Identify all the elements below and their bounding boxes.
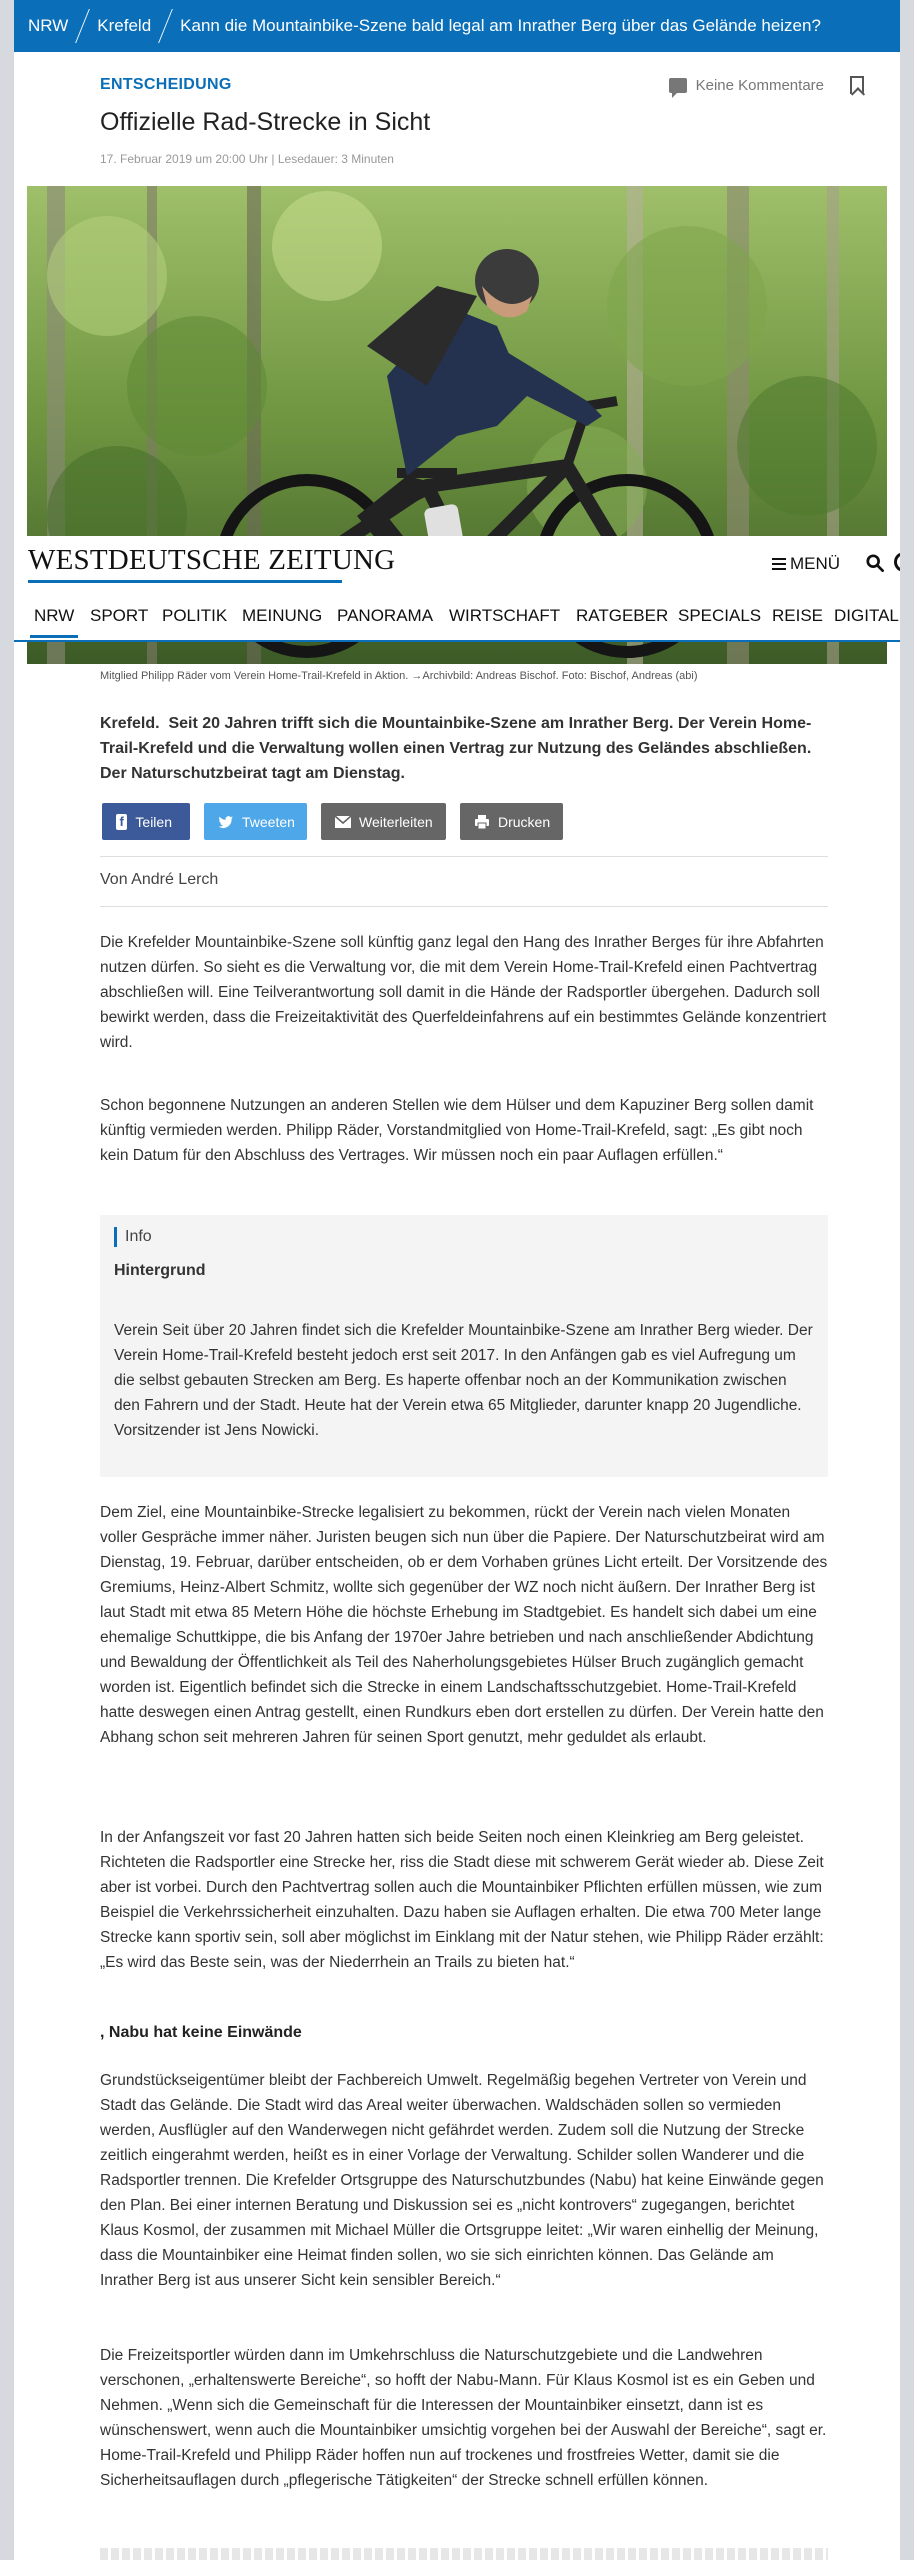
article-kicker: ENTSCHEIDUNG (100, 76, 232, 93)
article-paragraph: In der Anfangszeit vor fast 20 Jahren hatten sich beide Seiten noch einen Kleinkrieg am Berg geleistet. Richteten die Radsportler eine Strecke her, riss die Stadt diese mit schwerem Gerät wieder ab. Diese Zeit aber ist vorbei. Durch den Pachtvertrag sollen auch die Mountainbiker Pflichten erfüllen müssen, wie zum Beispiel die Verkehrssicherheit einzuhalten. Dazu haben sie Auflagen erhalten. Die etwa 700 Meter lange Strecke kann sportiv sein, soll aber möglichst im Einklang mit der Natur stehen, wie Philipp Räder erzählt: „Es wird das Beste sein, was der Niederrhein an Trails zu bieten hat.“ (100, 1829, 824, 1971)
nav-item-meinung[interactable]: MEINUNG (242, 606, 323, 625)
twitter-share-label: Tweeten (242, 813, 295, 830)
facebook-share-button[interactable] (102, 803, 190, 840)
breadcrumb-krefeld[interactable]: Krefeld (97, 16, 152, 35)
nav-item-sport[interactable]: SPORT (90, 606, 149, 625)
twitter-icon (218, 814, 234, 830)
info-title: Hintergrund (114, 1262, 206, 1279)
print-button[interactable] (460, 803, 563, 840)
image-caption: Mitglied Philipp Räder vom Verein Home-Trail-Krefeld in Aktion. →Archivbild: Andreas Bischof. Foto: Bischof, Andreas (abi) (100, 670, 698, 682)
nav-item-digital[interactable]: DIGITAL (834, 606, 899, 625)
article-paragraph: Die Krefelder Mountainbike-Szene soll künftig ganz legal den Hang des Inrather Berges für ihre Abfahrten nutzen dürfen. So sieht es die Verwaltung vor, die mit dem Verein Home-Trail-Krefeld einen Pachtvertrag abschließen will. Eine Teilverantwortung soll damit in die Hände der Radsportler übergehen. Dadurch soll bewirkt werden, dass die Freizeitaktivität des Querfeldeinfahrens auf ein bestimmtes Gelände konzentriert wird. (100, 934, 827, 1051)
menu-button[interactable] (772, 554, 840, 574)
article-actions (669, 76, 864, 94)
printer-icon (474, 814, 490, 830)
search-icon[interactable] (866, 554, 884, 572)
lead-text: Seit 20 Jahren trifft sich die Mountainbike-Szene am Inrather Berg. Der Verein Home-Trail-Krefeld und die Verwaltung wollen einen Vertrag zur Nutzung des Geländes abschließen. Der Naturschutzbeirat tagt am Dienstag. (100, 715, 812, 782)
breadcrumb-nrw[interactable]: NRW (28, 16, 69, 35)
menu-label: MENÜ (790, 554, 841, 573)
article-lead (100, 711, 824, 786)
divider (100, 906, 828, 907)
nav-item-reise[interactable]: REISE (772, 606, 824, 625)
article-paragraph: Schon begonnene Nutzungen an anderen Stellen wie dem Hülser und dem Kapuziner Berg sollen damit künftig vermieden werden. Philipp Räder, Vorstandmitglied von Home-Trail-Krefeld, sagt: „Es gibt noch kein Datum für den Abschluss des Vertrages. Wir müssen noch ein paar Auflagen erfüllen.“ (100, 1097, 814, 1164)
bookmark-icon[interactable] (850, 76, 864, 94)
breadcrumb (14, 0, 900, 52)
article-dateline: 17. Februar 2019 um 20:00 Uhr | Lesedauer: 3 Minuten (100, 152, 394, 166)
share-bar (102, 803, 577, 840)
breadcrumb-separator (158, 9, 173, 43)
article-paragraph: Dem Ziel, eine Mountainbike-Strecke legalisiert zu bekommen, rückt der Verein nach vielen Monaten voller Gespräche immer näher. Juristen beugen sich nun über die Papiere. Der Naturschutzbeirat wird am Dienstag, 19. Februar, darüber entscheiden, ob er dem Vorhaben grünes Licht erteilt. Der Vorsitzende des Gremiums, Heinz-Albert Schmitz, wollte sich gegenüber der WZ noch nicht äußern. Der Inrather Berg ist laut Stadt mit etwa 85 Metern Höhe die höchste Erhebung im Stadtgebiet. Es handelt sich dabei um eine ehemalige Schuttkippe, die bis Anfang der 1970er Jahre betrieben und nach anschließender Abdichtung und Bewaldung der Öffentlichkeit als Teil des Naherholungsgebietes Hülser Bruch zugänglich gemacht worden ist. Eigentlich befindet sich die Strecke in einem Landschaftsschutzgebiet. Home-Trail-Krefeld hatte deswegen einen Antrag gestellt, einen Rundkurs eben dort erstellen zu dürfen. Der Verein hatte den Abhang schon seit mehreren Jahren für seinen Sport genutzt, mehr geduldet als erlaubt. (100, 1504, 828, 1746)
article-page (14, 0, 900, 2560)
facebook-share-label: Teilen (135, 813, 172, 830)
nav-item-wirtschaft[interactable]: WIRTSCHAFT (449, 606, 561, 625)
nav-item-ratgeber[interactable]: RATGEBER (576, 606, 669, 625)
lead-place: Krefeld. (100, 715, 160, 732)
info-text: Verein Seit über 20 Jahren findet sich die Krefelder Mountainbike-Szene am Inrather Berg wieder. Der Verein Home-Trail-Krefeld besteht jedoch erst seit 2017. In den Anfängen gab es viel Aufregung um die selbst gebauten Strecken am Berg. Es haperte offenbar noch an der Kommunikation zwischen den Fahrern und der Stadt. Heute hat der Verein etwa 65 Mitglieder, darunter knapp 20 Jugendliche. Vorsitzender ist Jens Nowicki. (114, 1322, 813, 1439)
facebook-icon: f (116, 814, 127, 830)
cutoff-text-line (100, 2548, 828, 2560)
logo-underline (28, 580, 342, 583)
article-paragraph: Die Freizeitsportler würden dann im Umkehrschluss die Naturschutzgebiete und die Landwehren verschonen, „erhaltenswerte Bereiche“, so hofft der Nabu-Mann. Für Klaus Kosmol ist es ein Geben und Nehmen. „Wenn sich die Gemeinschaft für die Interessen der Mountainbiker einsetzt, dann ist es wünschenswert, wenn auch die Mountainbiker umsichtig vorgehen bei der Auswahl der Bereiche“, sagt er. Home-Trail-Krefeld und Philipp Räder hoffen nun auf trockenes und frostfreies Wetter, damit sie die Sicherheitsauflagen durch „pflegerische Tätigkeiten“ der Strecke schnell erfüllen können. (100, 2347, 827, 2489)
site-logo[interactable]: WESTDEUTSCHE ZEITUNG (28, 544, 396, 576)
divider (100, 856, 828, 857)
info-label: Info (114, 1227, 152, 1247)
forward-button[interactable] (321, 803, 446, 840)
breadcrumb-separator (75, 9, 90, 43)
nav-item-nrw[interactable]: NRW (34, 606, 75, 625)
page-title: Offizielle Rad-Strecke in Sicht (100, 108, 431, 136)
article-paragraph: Grundstückseigentümer bleibt der Fachbereich Umwelt. Regelmäßig begehen Vertreter von Verein und Stadt das Gelände. Die Stadt wird das Areal weiter überwachen. Waldschäden sollen so vermieden werden, Ausflügler auf den Wanderwegen nicht gefährdet werden. Zudem soll die Nutzung der Strecke zeitlich eingerahmt werden, heißt es in einer Vorlage der Verwaltung. Schilder sollen Wanderer und die Radsportler trennen. Die Krefelder Ortsgruppe des Naturschutzbundes (Nabu) hat keine Einwände gegen den Plan. Bei einer internen Beratung und Diskussion sei es „nicht kontrovers“ zugegangen, berichtet Klaus Kosmol, der zusammen mit Michael Müller die Ortsgruppe leitet: „Wir waren einhellig der Meinung, dass die Mountainbiker eine Heimat finden sollen, wo sie sich einrichten können. Das Gelände am Inrather Berg ist aus unserer Sicht kein sensibler Bereich.“ (100, 2072, 824, 2289)
info-box (100, 1215, 828, 1477)
breadcrumb-current: Kann die Mountainbike-Szene bald legal am Inrather Berg über das Gelände heizen? (180, 16, 821, 35)
hamburger-icon (772, 558, 786, 570)
nav-item-panorama[interactable]: PANORAMA (337, 606, 434, 625)
comment-icon[interactable] (669, 78, 687, 93)
print-label: Drucken (498, 813, 551, 830)
forward-label: Weiterleiten (359, 813, 433, 830)
comments-link[interactable]: Keine Kommentare (695, 76, 824, 94)
twitter-share-button[interactable] (204, 803, 307, 840)
site-header (14, 536, 900, 596)
envelope-icon (335, 814, 351, 830)
main-navigation (14, 596, 900, 642)
nav-item-politik[interactable]: POLITIK (162, 606, 228, 625)
nav-item-specials[interactable]: SPECIALS (678, 606, 762, 625)
account-icon[interactable] (894, 552, 900, 572)
article-author: Von André Lerch (100, 871, 219, 888)
article-subhead: , Nabu hat keine Einwände (100, 2024, 302, 2041)
